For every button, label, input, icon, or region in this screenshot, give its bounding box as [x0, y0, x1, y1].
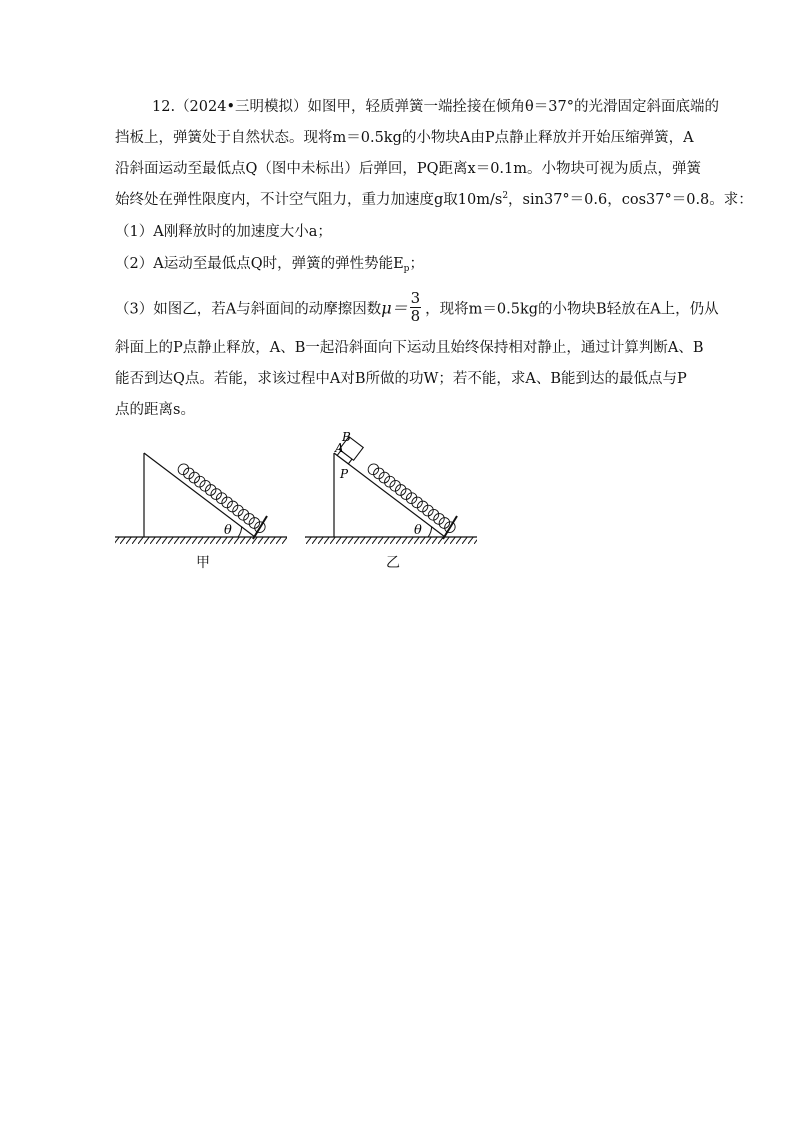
problem-source: （2024•三明模拟）	[175, 99, 308, 115]
angle-arc	[428, 526, 432, 537]
angle-arc	[238, 526, 242, 537]
caption-yi: 乙	[386, 555, 400, 571]
figure-yi	[305, 430, 477, 544]
question-1: （1）A刚释放时的加速度大小a；	[115, 224, 332, 240]
point-p-label: P	[340, 467, 349, 481]
question-2: （2）A运动至最低点Q时，弹簧的弹性势能$E_p$；	[115, 256, 424, 274]
problem-line-3: 沿斜面运动至最低点Q（图中未标出）后弹回，PQ距离x＝0.1m。小物块可视为质点，弹簧	[115, 161, 702, 177]
caption-jia: 甲	[196, 555, 210, 571]
spring	[366, 462, 457, 535]
ground-hatch	[115, 537, 287, 544]
problem-line-4: 始终处在弹性限度内，不计空气阻力，重力加速度g取$10m/s^2$，sin37°＝0.6，cos37°＝0.8。求：	[115, 191, 753, 208]
spring	[176, 462, 267, 535]
ground-hatch	[305, 537, 477, 544]
mu-symbol: μ＝	[381, 298, 408, 318]
block-a-label: A	[335, 441, 344, 455]
problem-line-2: 挡板上，弹簧处于自然状态。现将m＝0.5kg的小物块A由P点静止释放并开始压缩弹簧，A	[115, 130, 694, 146]
block-b-label: B	[342, 430, 351, 444]
question-3-line-2: 斜面上的P点静止释放，A、B一起沿斜面向下运动且始终保持相对静止，通过计算判断A、B	[115, 340, 704, 356]
incline-surface	[144, 453, 255, 537]
question-3-line-3: 能否到达Q点。若能，求该过程中A对B所做的功W；若不能，求A、B能到达的最低点与P	[115, 371, 687, 387]
question-3: （3）如图乙，若A与斜面间的动摩擦因数μ＝ $\frac{3}{8}$ ，现将m＝0.5kg的小物块B轻放在A上，仍从	[115, 289, 719, 325]
figure-jia	[115, 453, 287, 544]
incline-surface	[334, 453, 445, 537]
angle-label: θ	[224, 523, 232, 538]
problem-number: 12.	[152, 99, 176, 115]
question-3-line-4: 点的距离s。	[115, 402, 195, 418]
mu-fraction: $\frac{3}{8}$	[410, 289, 421, 325]
angle-label: θ	[414, 523, 422, 538]
problem-line-1: 12.（2024•三明模拟）如图甲，轻质弹簧一端拴接在倾角θ＝37°的光滑固定斜面底端的	[152, 99, 719, 115]
